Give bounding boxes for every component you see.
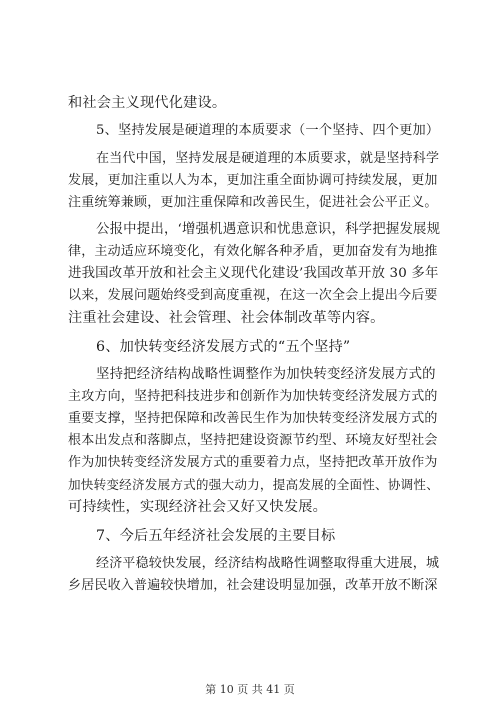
paragraph-line: 经济平稳较快发展，经济结构战略性调整取得重大进展，城 [96,556,440,571]
paragraph-line: 坚持把经济结构战略性调整作为加快转变经济发展方式的 [96,367,436,382]
paragraph-line: 根本出发点和落脚点，坚持把建设资源节约型、环境友好型社会 [68,433,438,448]
paragraph-line: 以来，发展问题始终受到高度重视，在这一次全会上提出今后要 [68,288,438,303]
section-heading: 7、今后五年经济社会发展的主要目标 [96,528,336,544]
paragraph-line: 注重统筹兼顾，更加注重保障和改善民生，促进社会公平正义。 [68,195,438,210]
paragraph-line: 作为加快转变经济发展方式的重要着力点，坚持把改革开放作为 [68,455,438,470]
paragraph-line: 注重社会建设、社会管理、社会体制改革等内容。 [68,310,385,326]
page-number-footer: 第 10 页 共 41 页 [205,683,295,696]
paragraph-line: 公报中提出，‘增强机遇意识和忧患意识，科学把握发展规 [96,222,441,237]
paragraph-line: 加快转变经济发展方式的强大动力，提高发展的全面性、协调性、 [68,477,440,492]
paragraph-line: 重要支撑，坚持把保障和改善民生作为加快转变经济发展方式的 [68,411,438,426]
section-heading: 5、坚持发展是硬道理的本质要求（一个坚持、四个更加） [96,123,440,138]
paragraph-line: 和社会主义现代化建设。 [68,95,227,111]
paragraph-line: 进我国改革开放和社会主义现代化建设’我国改革开放 30 多年 [68,266,439,281]
paragraph-line: 律，主动适应环境变化，有效化解各种矛盾，更加奋发有为地推 [68,244,438,259]
paragraph-line: 主攻方向，坚持把科技进步和创新作为加快转变经济发展方式的 [68,389,438,404]
paragraph-line: 发展，更加注重以人为本，更加注重全面协调可持续发展，更加 [68,173,438,188]
paragraph-line: 乡居民收入普遍较快增加，社会建设明显加强，改革开放不断深 [68,578,438,593]
paragraph-line: 在当代中国，坚持发展是硬道理的本质要求，就是坚持科学 [96,151,440,166]
section-heading: 6、加快转变经济发展方式的“五个坚持” [96,339,351,355]
paragraph-line: 可持续性，实现经济社会又好又快发展。 [68,499,327,515]
